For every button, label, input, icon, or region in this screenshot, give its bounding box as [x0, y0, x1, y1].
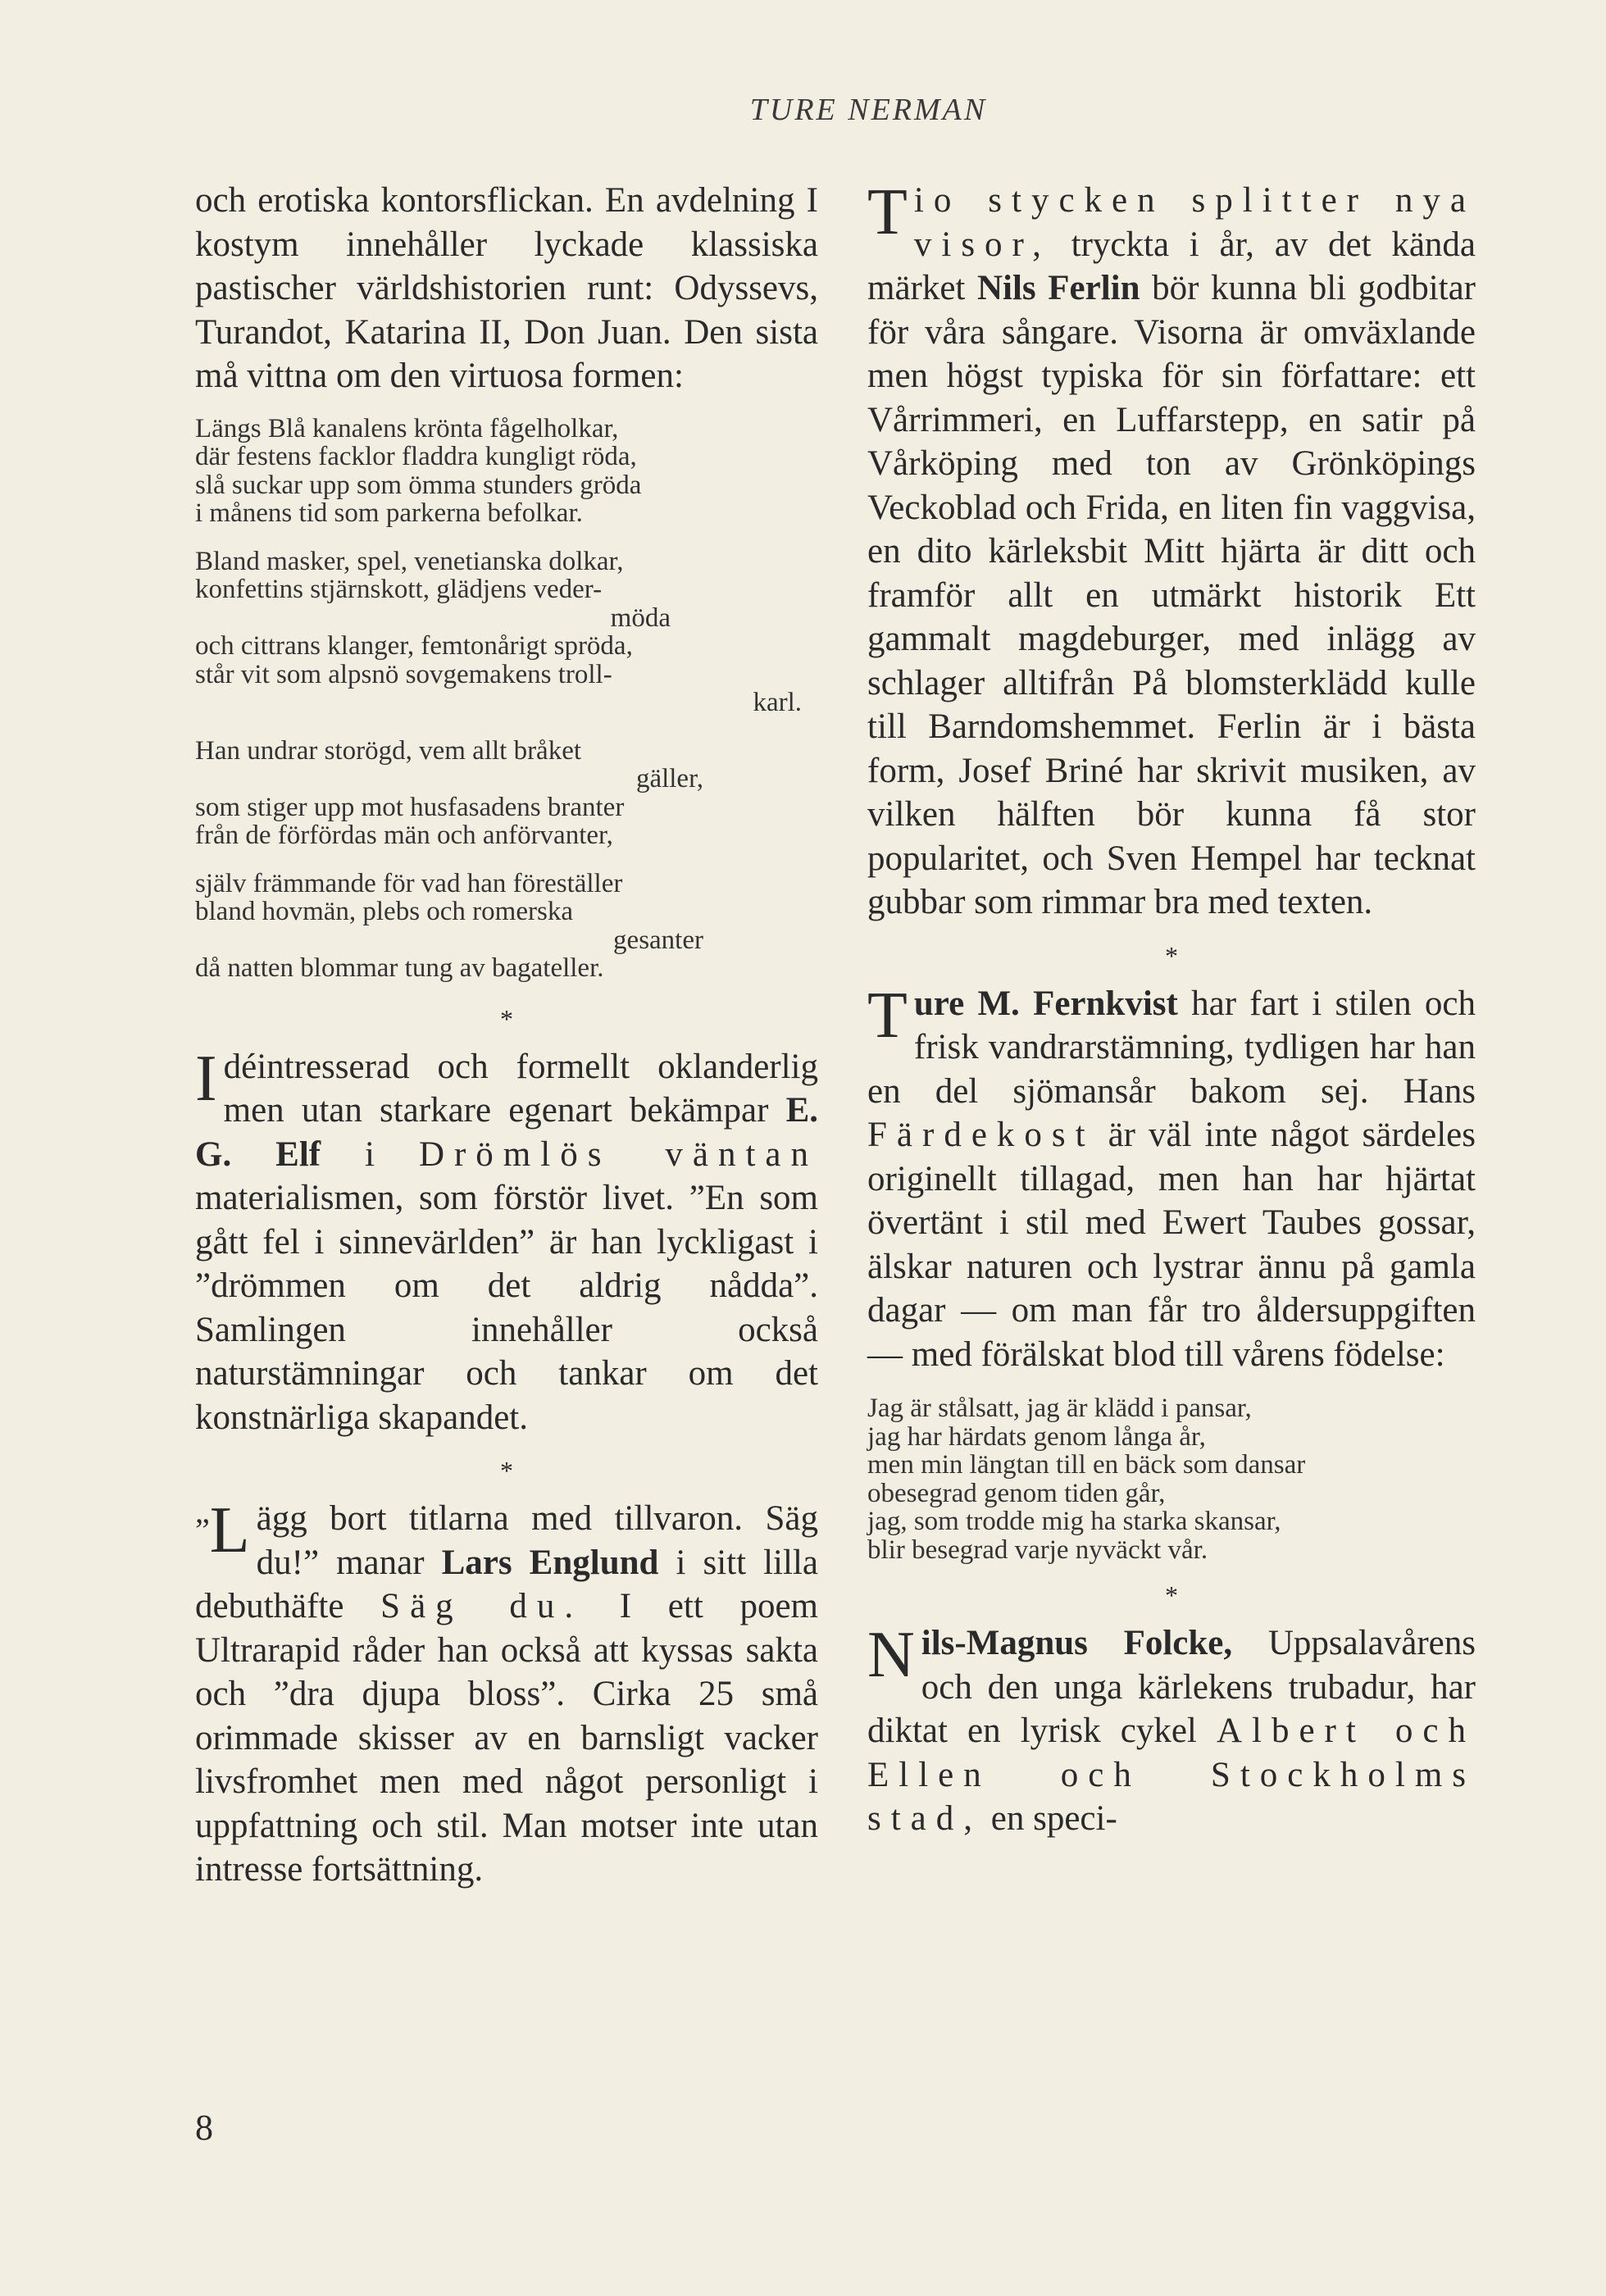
poem-stanza: [195, 548, 818, 717]
poem-line: bland hovmän, plebs och romerska: [195, 897, 573, 926]
poem-line: som stiger upp mot husfasadens branter: [195, 792, 625, 822]
poem-line: men min längtan till en bäck som dansar: [867, 1450, 1306, 1480]
poem-line: i månens tid som parkerna befolkar.: [195, 498, 583, 528]
poem-line: blir besegrad varje nyväckt vår.: [867, 1534, 1208, 1565]
author-name: ils-Magnus Folcke,: [921, 1624, 1233, 1662]
author-name: E. G. Elf: [195, 1091, 818, 1174]
poem-line: då natten blommar tung av bagateller.: [195, 953, 604, 983]
review-elf: Idéintresserad och formellt oklanderlig men utan starkare egenart bekämpar E. G. Elf i Drömlös väntan materialismen, som förstör livet. ”En som gått fel i sinnevärlden” är han lyckligast i ”drömmen om det aldrig nådda”. Samlingen innehåller också naturstämningar och tankar om det konstnärliga skapandet.: [195, 1042, 818, 1437]
poem-line: Längs Blå kanalens krönta fågelholkar,: [195, 413, 619, 443]
poem-stanza: [195, 870, 818, 983]
author-name: Nils Ferlin: [976, 269, 1140, 307]
poem-line-continuation: möda: [610, 602, 671, 633]
poem-line-continuation: karl.: [753, 688, 802, 717]
book-title: Färdekost: [867, 1116, 1095, 1154]
poem-line: konfettins stjärnskott, glädjens veder-: [195, 575, 603, 604]
page-number: 8: [195, 2107, 213, 2148]
review-folcke: Nils-Magnus Folcke, Uppsalavårens och den unga kärlekens trubadur, har diktat en lyrisk cykel Albert och Ellen och Stockholms stad, en speci-: [867, 1619, 1476, 1838]
drop-cap: N: [867, 1619, 915, 1691]
poem-don-juan: [195, 415, 818, 983]
poem-line: står vit som alpsnö sovgemakens troll-: [195, 659, 612, 689]
poem-line: där festens facklor fladdra kungligt röda,: [195, 442, 637, 471]
drop-cap: T: [867, 176, 908, 248]
left-column: [195, 179, 818, 1892]
book-title: Drömlös väntan: [418, 1134, 818, 1174]
drop-cap: T: [867, 979, 908, 1052]
poem-line: från de förfördas män och anförvanter,: [195, 821, 613, 850]
author-name: Lars Englund: [441, 1543, 659, 1582]
poem-line: jag har härdats genom långa år,: [867, 1421, 1206, 1452]
poem-line: jag, som trodde mig ha starka skansar,: [867, 1507, 1281, 1536]
section-separator: *: [1165, 1580, 1178, 1610]
review-ferlin: Tio stycken splitter nya visor, tryckta i år, av det kända märket Nils Ferlin bör kunna bli godbitar för våra sångare. Visorna är omväxlande men högst typiska för sin författare: ett Vårrimmeri, en Luffarstepp, en satir på Vårköping med ton av Grönköpings Veckoblad och Frida, en liten fin vaggvisa, en dito kärleksbit Mitt hjärta är ditt och framför allt en utmärkt historik Ett gammalt magdeburger, med inlägg av schlager alltifrån På blomsterklädd kulle till Barndomshemmet. Ferlin är i bästa form, Josef Briné har skrivit musiken, av vilken hälften bör kunna få stor popularitet, och Sven Hempel har tecknat gubbar som rimmar bra med texten.: [867, 176, 1476, 921]
drop-cap: I: [195, 1042, 217, 1115]
review-englund: ”L ägg bort titlarna med tillvaron. Säg du!” manar Lars Englund i sitt lilla debuthäfte Säg du. I ett poem Ultrarapid råder han också att kyssas sakta och ”dra djupa bloss”. Cirka 25 små orimmade skisser av en barnsligt vacker livsfromhet men med något personligt i uppfattning och stil. Man motser inte utan intresse fortsättning.: [195, 1494, 818, 1889]
book-title: io stycken splitter nya visor,: [913, 181, 1476, 264]
drop-cap: ”L: [195, 1494, 250, 1566]
author-name: ure M. Fernkvist: [913, 984, 1178, 1023]
poem-stanza: [195, 737, 818, 850]
book-title: Albert och Ellen och Stockholms stad,: [867, 1712, 1476, 1838]
poem-line: själv främmande för vad han föreställer: [195, 868, 623, 898]
poem-line: Jag är stålsatt, jag är klädd i pansar,: [867, 1394, 1252, 1423]
poem-line: och cittrans klanger, femtonårigt spröda,: [195, 631, 633, 661]
book-title: Säg du.: [380, 1587, 584, 1625]
section-separator: *: [500, 1003, 513, 1034]
poem-line-continuation: gesanter: [613, 925, 703, 955]
poem-stanza: [195, 415, 818, 528]
poem-line: obesegrad genom tiden går,: [867, 1478, 1166, 1508]
section-separator: *: [500, 1456, 513, 1485]
paragraph-intro: och erotiska kontorsflickan. En avdelning I kostym innehåller lyckade klassiska pastischer världshistorien runt: Odyssevs, Turandot, Katarina II, Don Juan. Den sista må vittna om den virtuosa formen:: [195, 181, 818, 395]
right-column: [867, 176, 1476, 1841]
poem-line: slå suckar upp som ömma stunders gröda: [195, 470, 642, 500]
poem-line: Han undrar storögd, vem allt bråket: [195, 735, 582, 766]
poem-line-continuation: gäller,: [635, 764, 703, 793]
poem-fernkvist: [867, 1394, 1476, 1564]
running-header: TURE NERMAN: [749, 93, 988, 127]
review-fernkvist: Ture M. Fernkvist har fart i stilen och frisk vandrarstämning, tydligen har han en del sjömansår bakom sej. Hans Färdekost är väl inte något särdeles originellt tillagad, men han har hjärtat övertänt i stil med Ewert Taubes gossar, älskar naturen och lystrar ännu på gamla dagar — om man får tro åldersuppgiften — med förälskat blod till vårens födelse:: [867, 979, 1476, 1374]
section-separator: *: [1165, 940, 1178, 971]
poem-line: Bland masker, spel, venetianska dolkar,: [195, 546, 624, 576]
